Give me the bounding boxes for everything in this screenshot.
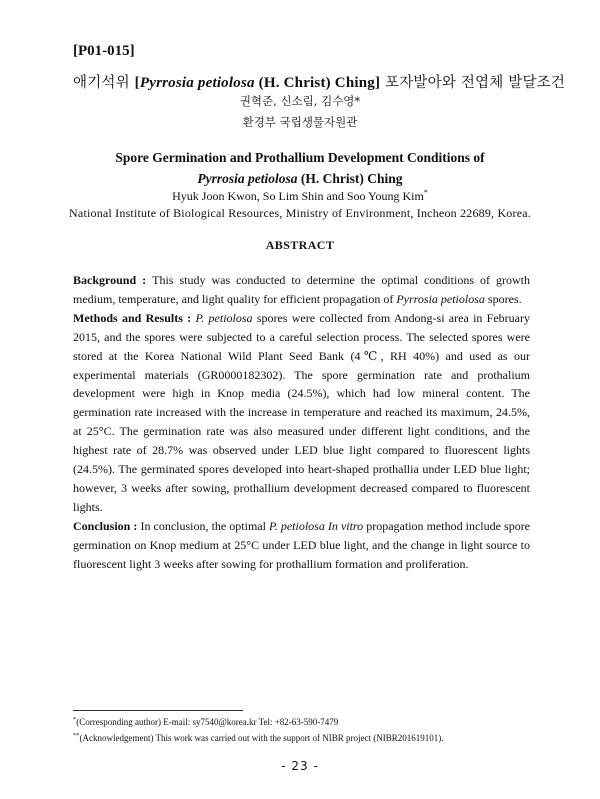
korean-authors: 권혁준, 신소림, 김수영*: [239, 94, 361, 108]
abstract-heading: ABSTRACT: [265, 238, 335, 252]
methods-paragraph: [73, 309, 530, 517]
conclusion-species: P. petiolosa In vitro: [269, 518, 364, 533]
footnote-text-1: (Corresponding author) E-mail: sy7540@korea.kr Tel: +82-63-590-7479: [76, 717, 339, 727]
footnote-mark-2: **: [73, 732, 80, 739]
footnote-corresponding: [73, 713, 543, 729]
english-authors: [0, 188, 600, 204]
korean-affiliation: 환경부 국립생물자원관: [242, 115, 358, 129]
background-label: Background :: [73, 273, 153, 287]
footnote-text-2: (Acknowledgement) This work was carried out with the support of NIBR project (NIBR201619101).: [79, 733, 444, 743]
korean-title-bracket: [: [134, 75, 140, 91]
korean-title-suffix: 포자발아와 전엽체 발달조건: [380, 75, 566, 91]
footnotes: [73, 713, 543, 745]
korean-title-species: Pyrrosia petiolosa: [139, 75, 255, 91]
english-title-species: Pyrrosia petiolosa: [197, 171, 298, 186]
korean-title-authority: (H. Christ) Ching]: [254, 75, 381, 91]
background-paragraph: [73, 271, 530, 309]
background-text1: This study was conducted to determine the optimal conditions of growth medium, temperature, and light quality for efficient propagation of: [73, 273, 530, 306]
footnote-divider: [73, 710, 243, 711]
english-title-line2: [0, 171, 600, 187]
footnote-mark-1: *: [73, 716, 77, 723]
methods-text: spores were collected from Andong-si area in February 2015, and the spores were subjected to a careful selection process. The selected spores were stored at the Korea National Wild Plant Seed Bank (4℃, RH 40%) and used as our experimental materials (GR0000182302). The spore germination rate and prothalium development were high in Knop media (24.5%), which had low mineral content. The germination rate increased with the increase in temperature and reached its maximum, 24.5%, at 25°C. The germination rate was also measured under different light conditions, and the highest rate of 28.7% was observed under LED blue light compared to fluorescent lights (24.5%). The germinated spores developed into heart-shaped prothallia under LED blue light; however, 3 weeks after sowing, prothallium development decreased compared to fluorescent lights.: [73, 310, 530, 514]
page-number: - 23 -: [281, 759, 319, 773]
english-title-authority: (H. Christ) Ching: [297, 171, 403, 186]
conclusion-text1: In conclusion, the optimal: [140, 518, 269, 533]
poster-id: [P01-015]: [73, 43, 135, 59]
conclusion-text2: propagation method include spore germination on Knop medium at 25°C under LED blue light, and the change in light source to fluorescent light 3 weeks after sowing for prothallium formation and proliferation.: [73, 518, 531, 571]
methods-species: P. petiolosa: [195, 310, 253, 325]
background-text2: spores.: [484, 291, 522, 306]
conclusion-label: Conclusion :: [73, 518, 141, 533]
english-affiliation: National Institute of Biological Resources, Ministry of Environment, Incheon 22689, Korea.: [69, 206, 531, 220]
conclusion-paragraph: [73, 517, 530, 574]
korean-title: [73, 71, 566, 92]
corresponding-mark: *: [423, 188, 428, 197]
korean-title-prefix: 애기석위: [73, 75, 135, 91]
english-title-line1: Spore Germination and Prothallium Development Conditions of: [115, 150, 485, 165]
abstract-body: [73, 271, 530, 574]
english-authors-names: Hyuk Joon Kwon, So Lim Shin and Soo Young Kim: [172, 189, 424, 203]
methods-label: Methods and Results :: [73, 310, 196, 325]
footnote-acknowledgement: [73, 729, 543, 745]
background-species: Pyrrosia petiolosa: [396, 291, 485, 306]
